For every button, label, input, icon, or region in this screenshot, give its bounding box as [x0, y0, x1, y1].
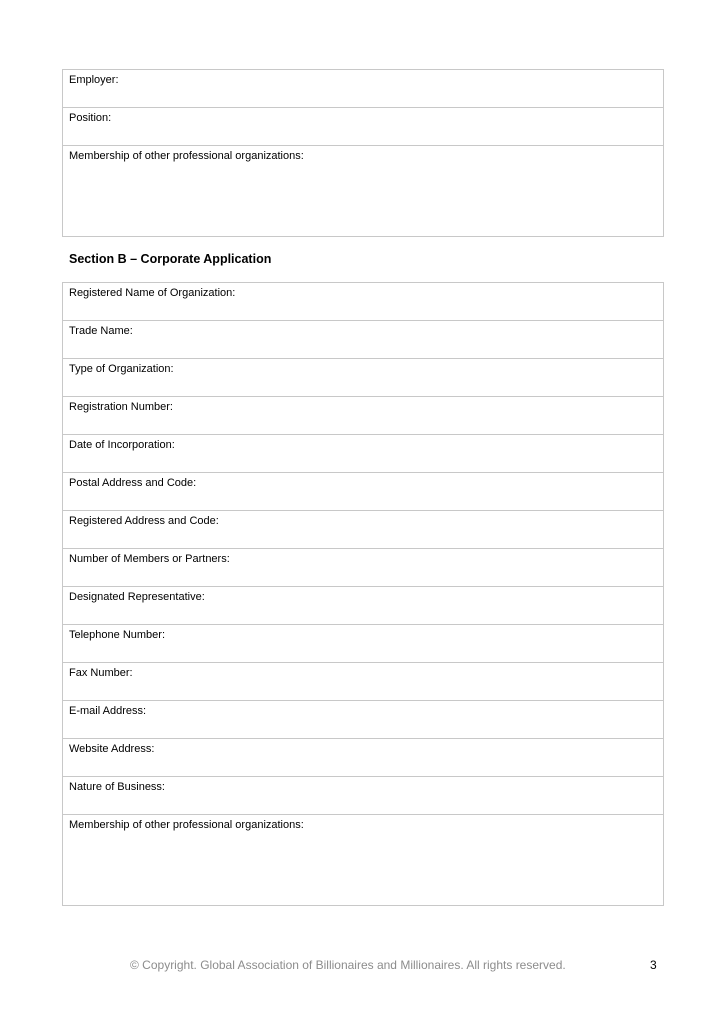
field-label: Registration Number: — [69, 401, 173, 413]
field-label: Telephone Number: — [69, 629, 166, 641]
individual-details-table — [62, 69, 664, 237]
registration-number-field[interactable] — [63, 397, 663, 435]
organization-type-field[interactable] — [63, 359, 663, 397]
registered-address-field[interactable] — [63, 511, 663, 549]
members-count-field[interactable] — [63, 549, 663, 587]
trade-name-field[interactable] — [63, 321, 663, 359]
field-label: Registered Address and Code: — [69, 515, 219, 527]
position-field[interactable] — [63, 108, 663, 146]
business-nature-field[interactable] — [63, 777, 663, 815]
registered-name-field[interactable] — [63, 283, 663, 321]
page-number: 3 — [650, 958, 657, 972]
representative-field[interactable] — [63, 587, 663, 625]
field-label: Type of Organization: — [69, 363, 174, 375]
corporate-membership-field[interactable] — [63, 815, 663, 905]
fax-field[interactable] — [63, 663, 663, 701]
email-field[interactable] — [63, 701, 663, 739]
section-b-heading: Section B – Corporate Application — [69, 252, 272, 266]
incorporation-date-field[interactable] — [63, 435, 663, 473]
employer-field[interactable] — [63, 70, 663, 108]
field-label: Registered Name of Organization: — [69, 287, 236, 299]
field-label: Membership of other professional organizations: — [69, 150, 304, 162]
field-label: Position: — [69, 112, 112, 124]
field-label: Employer: — [69, 74, 119, 86]
membership-field[interactable] — [63, 146, 663, 236]
field-label: Fax Number: — [69, 667, 133, 679]
field-label: Number of Members or Partners: — [69, 553, 230, 565]
field-label: Nature of Business: — [69, 781, 165, 793]
field-label: Designated Representative: — [69, 591, 205, 603]
copyright-footer: © Copyright. Global Association of Billionaires and Millionaires. All rights reserved. — [130, 958, 566, 972]
field-label: Website Address: — [69, 743, 155, 755]
field-label: Date of Incorporation: — [69, 439, 175, 451]
corporate-application-table — [62, 282, 664, 906]
field-label: Trade Name: — [69, 325, 133, 337]
postal-address-field[interactable] — [63, 473, 663, 511]
website-field[interactable] — [63, 739, 663, 777]
telephone-field[interactable] — [63, 625, 663, 663]
field-label: E-mail Address: — [69, 705, 147, 717]
field-label: Membership of other professional organizations: — [69, 819, 304, 831]
field-label: Postal Address and Code: — [69, 477, 197, 489]
